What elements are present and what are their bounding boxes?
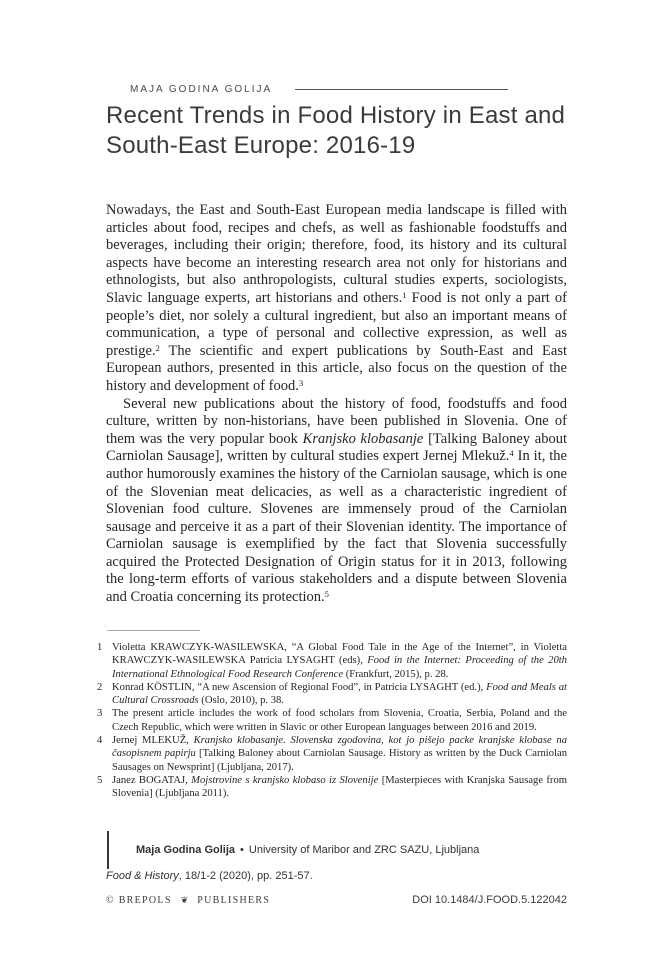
publisher-imprint <box>106 895 270 906</box>
text-segment: Nowadays, the East and South-East European media landscape is filled with articles about food, recipes and chefs, as well as fashionable foodstuffs and beverages, including their origin; therefore, food, its history and its cultural aspects have become an interesting research area not only for historians and ethnologists, but also anthropologists, cultural studies experts, sociologists, Slavic language experts, art historians and others. <box>106 202 567 306</box>
footnote-text <box>112 641 567 681</box>
footnote-ref: 1 <box>402 290 407 301</box>
footnote-5 <box>97 774 567 801</box>
paragraph-1 <box>106 202 567 396</box>
text-segment: In it, the author humorously examines the history of the Carniolan sausage, which is one of the Slovenian meat delicacies, as well as a characteristic ingredient of Slovenian food culture. Slovenes are immensely proud of the Carniolan sausage and perceive it as a part of their Slovenian identity. The importance of Carniolan sausage is exemplified by the fact that Slovenia successfully acquired the Protected Designation of Origin status for it in 2013, following the long-term efforts of various stakeholders and a dispute between Slovenia and Croatia concerning its protection. <box>106 448 567 606</box>
publishers-text: PUBLISHERS <box>197 894 271 906</box>
journal-details: , 18/1-2 (2020), pp. 251-57. <box>178 870 313 882</box>
text-segment: Several new publications about the history of food, foodstuffs and food culture, written by non-historians, have been published in Slovenia. One of them was the very popular book <box>106 395 567 447</box>
text-segment: [Talking Baloney about Carniolan Sausage], written by cultural studies expert Jernej Mlekuž. <box>106 430 567 465</box>
footnote-4 <box>97 734 567 774</box>
article-body <box>106 202 567 607</box>
text-segment: (Oslo, 2010), p. 38. <box>198 695 284 707</box>
doi-label: DOI 10.1484/J.FOOD.5.122042 <box>412 894 567 906</box>
paragraph-2 <box>106 396 567 607</box>
footnote-1 <box>97 641 567 681</box>
footnote-number: 1 <box>97 642 103 653</box>
footnotes-list <box>97 641 567 801</box>
affiliation-institution: University of Maribor and ZRC SAZU, Ljubljana <box>248 844 480 856</box>
page-footer <box>106 894 567 906</box>
footnote-ref: 5 <box>324 589 329 600</box>
text-segment: The scientific and expert publications by South-East and East European authors, presented in this article, also focus on the question of the history and development of food. <box>106 342 567 394</box>
text-segment: Food in the Internet: Proceeding of the 20th International Ethnological Food Research Conference <box>112 655 567 680</box>
brepols-mark-icon: ❦ <box>180 894 189 905</box>
affiliation-text <box>136 844 479 856</box>
text-segment: Mojstrovine s kranjsko klobaso iz Slovenije <box>191 774 379 786</box>
footnote-number: 4 <box>97 735 103 747</box>
text-segment: (Frankfurt, 2015), p. 28. <box>343 668 449 680</box>
journal-citation <box>106 870 313 882</box>
text-segment: Violetta KRAWCZYK-WASILEWSKA, “A Global Food Tale in the Age of the Internet”, in Violetta KRAWCZYK-WASILEWSKA Patricia LYSAGHT (eds), <box>112 642 567 667</box>
title-line-2: South-East Europe: 2016-19 <box>106 132 416 159</box>
article-header <box>130 84 567 95</box>
author-name: Maja Godina Golija <box>136 844 236 856</box>
header-rule <box>295 89 508 90</box>
author-name-header: MAJA GODINA GOLIJA <box>130 84 273 95</box>
footnote-number: 3 <box>97 708 103 720</box>
footnote-text <box>112 734 567 774</box>
article-title <box>106 101 581 161</box>
footnote-number: 5 <box>97 774 103 786</box>
copyright-text: © BREPOLS <box>106 894 172 906</box>
footnote-text <box>112 681 567 708</box>
text-segment: Food is not only a part of people’s diet, nor solely a cultural ingredient, but also an important means of communication, a type of personal and collective expression, as well as prestige. <box>106 289 567 359</box>
footnote-text <box>112 774 567 801</box>
footnote-text <box>112 707 567 734</box>
text-segment: Kranjsko klobasanje <box>302 430 424 447</box>
affiliation-bullet: • <box>240 844 244 856</box>
text-segment: Kranjsko klobasanje. Slovenska zgodovina, kot jo pišejo packe kranjske klobase na časopisnem papirju <box>112 735 568 760</box>
footnote-ref: 4 <box>509 448 514 459</box>
author-affiliation <box>107 831 479 869</box>
footnote-ref: 3 <box>298 378 304 389</box>
footnote-separator <box>107 630 200 631</box>
title-line-1: Recent Trends in Food History in East and <box>106 102 566 129</box>
journal-title: Food & History <box>106 870 179 882</box>
footnote-ref: 2 <box>155 342 160 353</box>
text-segment: [Talking Baloney about Carniolan Sausage. History as written by the Duck Carniolan Sausages on Newsprint] (Ljubljana, 2017). <box>112 748 567 773</box>
text-segment: Jernej MLEKUŽ, <box>112 735 194 747</box>
text-segment: The present article includes the work of food scholars from Slovenia, Croatia, Serbia, Poland and the Czech Republic, which were written in Slavic or other European languages between 2016 and 2019. <box>112 708 567 733</box>
text-segment: Konrad KÖSTLIN, “A new Ascension of Regional Food”, in Patricia LYSAGHT (ed.), <box>112 681 487 693</box>
affiliation-bar-decoration <box>107 831 109 869</box>
text-segment: [Masterpieces with Kranjska Sausage from Slovenia] (Ljubljana 2011). <box>112 774 567 800</box>
text-segment: Janez BOGATAJ, <box>112 774 192 786</box>
footnote-2 <box>97 681 567 708</box>
footnote-3 <box>97 707 567 734</box>
text-segment: Food and Meals at Cultural Crossroads <box>112 681 567 707</box>
footnote-number: 2 <box>97 681 103 693</box>
